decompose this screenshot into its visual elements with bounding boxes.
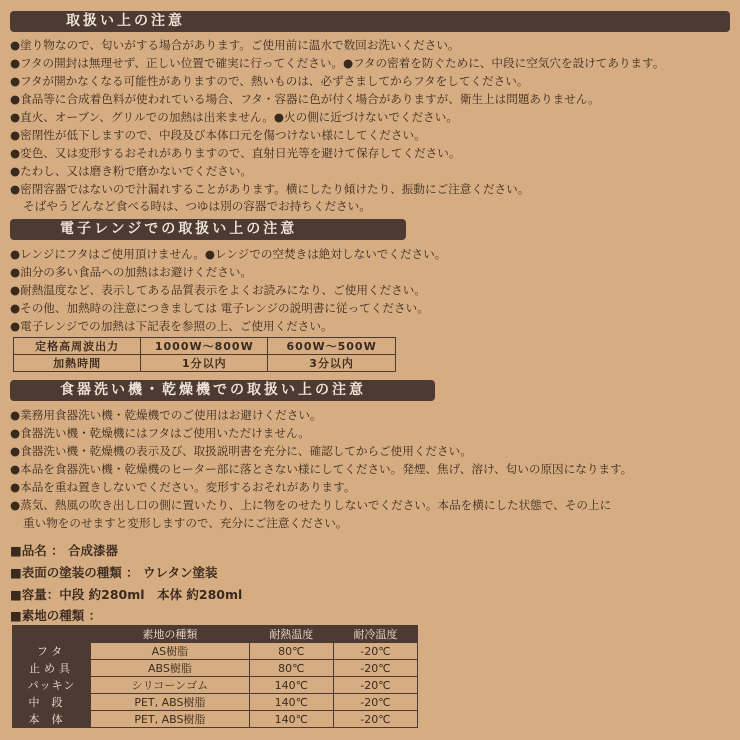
- notice-line: ●たわし、又は磨き粉で磨かないでください。: [10, 164, 252, 178]
- product-name: ■品名 ： 合成漆器: [10, 543, 119, 558]
- table-header-cell: 素地の種類: [91, 626, 250, 643]
- part-name: 本体: [13, 711, 91, 728]
- section-header-dishwasher: [10, 380, 435, 401]
- part-name: 止め具: [13, 660, 91, 677]
- table-header-row: [13, 626, 418, 643]
- table-cell: 1000W～800W: [141, 338, 268, 355]
- material-name: PET, ABS樹脂: [91, 711, 250, 728]
- notice-line: ●その他、加熱時の注意につきましては 電子レンジの説明書に従ってください。: [10, 301, 429, 315]
- section-header-handling: [10, 11, 730, 32]
- table-row: [13, 694, 418, 711]
- heat-resistance: 80℃: [249, 643, 333, 660]
- table-row: [13, 643, 418, 660]
- notice-line: ●フタが開かなくなる可能性がありますので、熱いものは、必ずさましてからフタをしてください。: [10, 74, 529, 88]
- notice-line: ●密閉容器ではないので汁漏れすることがあります。横にしたり傾けたり、振動にご注意ください。: [10, 182, 530, 196]
- microwave-table: [13, 337, 396, 372]
- table-header-cell-empty: [13, 626, 91, 643]
- table-header-cell: 耐熱温度: [249, 626, 333, 643]
- notice-line: ●食器洗い機・乾燥機の表示及び、取扱説明書を充分に、確認してからご使用ください。: [10, 444, 472, 458]
- cold-resistance: -20℃: [333, 711, 417, 728]
- part-name: フタ: [13, 643, 91, 660]
- notice-line: ●直火、オーブン、グリルでの加熱は出来ません。●火の側に近づけないでください。: [10, 110, 458, 124]
- table-row: [14, 355, 396, 372]
- notice-line: ●変色、又は変形するおそれがありますので、直射日光等を避けて保存してください。: [10, 146, 461, 160]
- material-title: ■素地の種類 ：: [10, 608, 102, 623]
- table-cell: 1分以内: [141, 355, 268, 372]
- material-name: AS樹脂: [91, 643, 250, 660]
- part-name: パッキン: [13, 677, 91, 694]
- notice-line: ●フタの開封は無理せず、正しい位置で確実に行ってください。●フタの密着を防ぐために、中段に空気穴を設けてあります。: [10, 56, 665, 70]
- table-row: [13, 711, 418, 728]
- section-title: 食器洗い機・乾燥機での取扱い上の注意: [60, 382, 366, 398]
- section-header-microwave: [10, 219, 406, 240]
- table-cell: 600W～500W: [268, 338, 396, 355]
- table-cell: 定格高周波出力: [14, 338, 141, 355]
- cold-resistance: -20℃: [333, 694, 417, 711]
- material-name: シリコーンゴム: [91, 677, 250, 694]
- notice-line: ●電子レンジでの加熱は下記表を参照の上、ご使用ください。: [10, 319, 333, 333]
- notice-line: ●本品を食器洗い機・乾燥機のヒーター部に落とさない様にしてください。発煙、焦げ、溶け、匂いの原因になります。: [10, 462, 633, 476]
- notice-line: そばやうどんなど食べる時は、つゆは別の容器でお持ちください。: [23, 199, 371, 213]
- notice-line: ●油分の多い食品への加熱はお避けください。: [10, 265, 252, 279]
- table-row: [14, 338, 396, 355]
- heat-resistance: 140℃: [249, 694, 333, 711]
- cold-resistance: -20℃: [333, 677, 417, 694]
- heat-resistance: 140℃: [249, 677, 333, 694]
- section-title: 電子レンジでの取扱い上の注意: [60, 221, 298, 237]
- heat-resistance: 80℃: [249, 660, 333, 677]
- table-row: [13, 677, 418, 694]
- notice-line: ●食品等に合成着色料が使われている場合、フタ・容器に色が付く場合がありますが、衛生上は問題ありません。: [10, 92, 600, 106]
- section-title: 取扱い上の注意: [66, 13, 185, 29]
- material-table: [12, 625, 418, 728]
- table-cell: 加熱時間: [14, 355, 141, 372]
- part-name: 中段: [13, 694, 91, 711]
- notice-line: ●レンジにフタはご使用頂けません。●レンジでの空焚きは絶対しないでください。: [10, 247, 447, 261]
- capacity: ■容量：中段 約280ml 本体 約280ml: [10, 587, 243, 602]
- notice-line: ●塗り物なので、匂いがする場合があります。ご使用前に温水で数回お洗いください。: [10, 38, 460, 52]
- material-name: PET, ABS樹脂: [91, 694, 250, 711]
- coating-type: ■表面の塗装の種類 ： ウレタン塗装: [10, 565, 218, 580]
- notice-line: ●耐熱温度など、表示してある品質表示をよくお読みになり、ご使用ください。: [10, 283, 426, 297]
- notice-line: ●本品を重ね置きしないでください。変形するおそれがあります。: [10, 480, 356, 494]
- heat-resistance: 140℃: [249, 711, 333, 728]
- notice-line: ●密閉性が低下しますので、中段及び本体口元を傷つけない様にしてください。: [10, 128, 426, 142]
- cold-resistance: -20℃: [333, 643, 417, 660]
- notice-line: ●業務用食器洗い機・乾燥機でのご使用はお避けください。: [10, 408, 322, 422]
- table-row: [13, 660, 418, 677]
- table-header-cell: 耐冷温度: [333, 626, 417, 643]
- notice-line: ●蒸気、熱風の吹き出し口の側に置いたり、上に物をのせたりしないでください。本品を横にした状態で、その上に: [10, 498, 612, 512]
- material-name: ABS樹脂: [91, 660, 250, 677]
- cold-resistance: -20℃: [333, 660, 417, 677]
- table-cell: 3分以内: [268, 355, 396, 372]
- notice-line: ●食器洗い機・乾燥機にはフタはご使用いただけません。: [10, 426, 310, 440]
- notice-line: 重い物をのせますと変形しますので、充分にご注意ください。: [23, 516, 348, 530]
